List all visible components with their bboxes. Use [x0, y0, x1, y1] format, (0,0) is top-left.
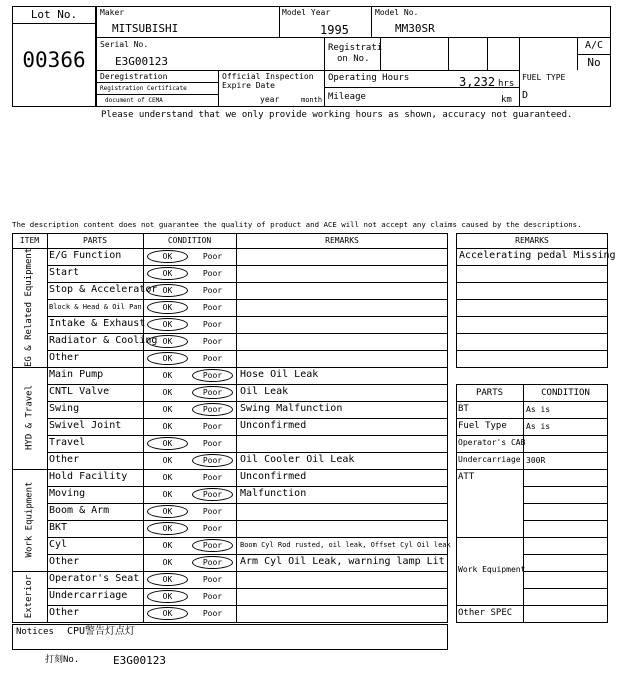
- table-row: [456, 537, 608, 538]
- right-part-label: ATT: [458, 472, 475, 482]
- selected-poor-circle: [192, 386, 233, 399]
- group-label: EG & Related Equipment: [24, 247, 34, 367]
- right-condition-value: As is: [526, 405, 551, 414]
- remark-text: Hose Oil Leak: [240, 369, 319, 380]
- stamp-no-label: 打刻No.: [45, 655, 80, 665]
- part-label: Cyl: [49, 539, 68, 550]
- part-label: Other: [49, 556, 80, 567]
- hours-disclaimer: Please understand that we only provide working hours as shown, accuracy not guaranteed.: [101, 110, 573, 120]
- part-label: Other: [49, 454, 80, 465]
- selected-poor-circle: [192, 403, 233, 416]
- operating-hours-label: Operating Hours: [328, 73, 410, 83]
- poor-option: Poor: [202, 422, 223, 431]
- selected-ok-circle: [147, 301, 188, 314]
- km-unit: km: [501, 95, 512, 105]
- ok-option: OK: [162, 609, 173, 618]
- table-row: [47, 605, 448, 606]
- ok-option: OK: [162, 354, 173, 363]
- ok-option: OK: [162, 405, 173, 414]
- table-row: [456, 282, 608, 283]
- right-part-label: Other SPEC: [458, 608, 513, 618]
- part-label: Boom & Arm: [49, 505, 110, 516]
- group-label: Work Equipment: [24, 481, 34, 558]
- selected-poor-circle: [192, 454, 233, 467]
- table-row: [47, 435, 448, 436]
- poor-option: Poor: [202, 354, 223, 363]
- part-label: E/G Function: [49, 250, 122, 261]
- table-row: [47, 333, 448, 334]
- lot-no-value: 00366: [22, 48, 86, 72]
- maker-label: Maker: [100, 8, 125, 17]
- ok-option: OK: [162, 541, 173, 550]
- part-label: Block & Head & Oil Pan: [49, 303, 142, 311]
- part-label: Other: [49, 352, 80, 363]
- right-part-label: Fuel Type: [458, 421, 507, 431]
- remark-text: Oil Leak: [240, 386, 289, 397]
- header-condition: CONDITION: [167, 236, 212, 245]
- remark-text: Oil Cooler Oil Leak: [240, 454, 355, 465]
- table-row: [47, 265, 448, 266]
- remark-text: Unconfirmed: [240, 420, 307, 431]
- poor-option: Poor: [202, 303, 223, 312]
- poor-option: Poor: [202, 592, 223, 601]
- maker-value: MITSUBISHI: [112, 22, 179, 35]
- poor-option: Poor: [202, 524, 223, 533]
- poor-option: Poor: [202, 388, 223, 397]
- table-row: [47, 367, 448, 368]
- ok-option: OK: [162, 303, 173, 312]
- right-part-label: BT: [458, 404, 469, 414]
- ok-option: OK: [162, 575, 173, 584]
- poor-option: Poor: [202, 609, 223, 618]
- table-row: [456, 248, 608, 249]
- header-remarks: REMARKS: [325, 236, 359, 245]
- ok-option: OK: [162, 388, 173, 397]
- table-row: [456, 452, 608, 453]
- poor-option: Poor: [202, 286, 223, 295]
- ac-label: A/C: [584, 40, 604, 51]
- registration-no-label: Registrati: [328, 43, 383, 53]
- part-label: Swing: [49, 403, 80, 414]
- selected-ok-circle: [147, 335, 188, 348]
- table-row: [47, 452, 448, 453]
- poor-option: Poor: [202, 269, 223, 278]
- right-remark-text: Accelerating pedal Missing: [459, 250, 616, 261]
- header-item: ITEM: [19, 236, 40, 245]
- table-row: [456, 605, 608, 606]
- right-part-label: Undercarriage: [458, 455, 521, 464]
- selected-poor-circle: [192, 539, 233, 552]
- selected-ok-circle: [147, 505, 188, 518]
- model-year-value: 1995: [320, 23, 349, 37]
- registration-certificate-label: Registration Certificate: [100, 85, 187, 92]
- model-year-label: Model Year: [282, 8, 331, 17]
- selected-poor-circle: [192, 488, 233, 501]
- table-row: [47, 520, 448, 521]
- inspection-label: Official Inspection: [222, 72, 314, 81]
- poor-option: Poor: [202, 371, 223, 380]
- table-row: [47, 248, 448, 249]
- table-row: [47, 503, 448, 504]
- ok-option: OK: [162, 337, 173, 346]
- poor-option: Poor: [202, 320, 223, 329]
- poor-option: Poor: [202, 541, 223, 550]
- selected-ok-circle: [147, 250, 188, 263]
- part-label: Other: [49, 607, 80, 618]
- ok-option: OK: [162, 490, 173, 499]
- right-part-label: Operator's CAB: [458, 438, 526, 447]
- month-label: month: [301, 96, 323, 104]
- table-row: [47, 486, 448, 487]
- part-label: Stop & Accelerator: [49, 284, 158, 295]
- ok-option: OK: [162, 456, 173, 465]
- right-remarks-header: REMARKS: [515, 236, 549, 245]
- table-row: [456, 333, 608, 334]
- part-label: Hold Facility: [49, 471, 128, 482]
- ok-option: OK: [162, 473, 173, 482]
- table-row: [47, 401, 448, 402]
- ok-option: OK: [162, 439, 173, 448]
- part-label: Radiator & Cooling: [49, 335, 158, 346]
- poor-option: Poor: [202, 337, 223, 346]
- table-row: [456, 435, 608, 436]
- poor-option: Poor: [202, 490, 223, 499]
- group-label: Exterior: [24, 574, 34, 618]
- table-row: [47, 316, 448, 317]
- selected-ok-circle: [147, 522, 188, 535]
- serial-no-value: E3G00123: [115, 55, 168, 68]
- remark-text: Boom Cyl Rod rusted, oil leak, Offset Cyl Oil leak: [240, 541, 451, 549]
- table-row: [456, 265, 608, 266]
- table-row: [47, 384, 448, 385]
- selected-poor-circle: [192, 556, 233, 569]
- table-row: [456, 401, 608, 402]
- right-condition-value: 300R: [526, 456, 546, 465]
- ok-option: OK: [162, 524, 173, 533]
- selected-ok-circle: [147, 267, 188, 280]
- part-label: Travel: [49, 437, 86, 448]
- remark-text: Unconfirmed: [240, 471, 307, 482]
- serial-no-label: Serial No.: [100, 40, 149, 49]
- fuel-type-label: FUEL TYPE: [522, 73, 566, 82]
- table-row: [47, 350, 448, 351]
- model-no-value: MM30SR: [395, 22, 435, 35]
- remark-text: Arm Cyl Oil Leak, warning lamp Lit: [240, 556, 445, 567]
- poor-option: Poor: [202, 575, 223, 584]
- part-label: CNTL Valve: [49, 386, 110, 397]
- remark-text: Malfunction: [240, 488, 307, 499]
- table-row: [47, 469, 448, 470]
- part-label: Swivel Joint: [49, 420, 122, 431]
- ok-option: OK: [162, 371, 173, 380]
- selected-ok-circle: [147, 318, 188, 331]
- selected-ok-circle: [147, 437, 188, 450]
- poor-option: Poor: [202, 439, 223, 448]
- hrs-unit: hrs: [498, 79, 515, 89]
- poor-option: Poor: [202, 558, 223, 567]
- table-row: [47, 418, 448, 419]
- ok-option: OK: [162, 507, 173, 516]
- table-row: [47, 537, 448, 538]
- selected-ok-circle: [147, 607, 188, 620]
- table-row: [456, 350, 608, 351]
- part-label: Moving: [49, 488, 86, 499]
- ok-option: OK: [162, 269, 173, 278]
- part-label: BKT: [49, 522, 68, 533]
- table-row: [47, 554, 448, 555]
- mileage-label: Mileage: [328, 92, 366, 102]
- part-label: Intake & Exhaust: [49, 318, 146, 329]
- table-row: [456, 469, 608, 470]
- table-row: [47, 571, 448, 572]
- ok-option: OK: [162, 286, 173, 295]
- operating-hours-value: 3,232: [459, 75, 496, 89]
- poor-option: Poor: [202, 507, 223, 516]
- part-label: Operator's Seat: [49, 573, 140, 584]
- poor-option: Poor: [202, 252, 223, 261]
- right-parts-header: PARTS: [475, 388, 504, 398]
- notices-value: CPU警告灯点灯: [67, 626, 136, 637]
- ok-option: OK: [162, 592, 173, 601]
- selected-ok-circle: [147, 352, 188, 365]
- header-parts: PARTS: [82, 236, 108, 245]
- ok-option: OK: [162, 320, 173, 329]
- selected-poor-circle: [192, 369, 233, 382]
- deregistration-label: Deregistration: [100, 72, 168, 81]
- group-label: HYD & Travel: [24, 384, 34, 451]
- ok-option: OK: [162, 558, 173, 567]
- selected-ok-circle: [147, 573, 188, 586]
- notices-label: Notices: [16, 627, 54, 637]
- ok-option: OK: [162, 422, 173, 431]
- part-label: Start: [49, 267, 80, 278]
- remark-text: Swing Malfunction: [240, 403, 343, 414]
- description-note: The description content does not guarantee the quality of product and ACE will not accept any claims caused by the descriptions.: [12, 220, 582, 229]
- table-row: [456, 316, 608, 317]
- table-row: [47, 282, 448, 283]
- part-label: Main Pump: [49, 369, 104, 380]
- poor-option: Poor: [202, 473, 223, 482]
- document-label: document of CEMA: [105, 97, 163, 104]
- right-part-label: Work Equipment: [458, 565, 526, 574]
- ok-option: OK: [162, 252, 173, 261]
- table-row: [47, 588, 448, 589]
- selected-ok-circle: [147, 284, 188, 297]
- table-row: [456, 299, 608, 300]
- right-condition-header: CONDITION: [541, 388, 590, 398]
- lot-no-label: Lot No.: [30, 8, 78, 21]
- year-label: year: [260, 95, 280, 104]
- poor-option: Poor: [202, 405, 223, 414]
- table-row: [456, 418, 608, 419]
- table-row: [47, 299, 448, 300]
- stamp-no-value: E3G00123: [113, 654, 166, 667]
- ac-value: No: [587, 56, 601, 69]
- part-label: Undercarriage: [49, 590, 128, 601]
- poor-option: Poor: [202, 456, 223, 465]
- selected-ok-circle: [147, 590, 188, 603]
- model-no-label: Model No.: [375, 8, 419, 17]
- fuel-type-value: D: [522, 90, 529, 101]
- right-condition-value: As is: [526, 422, 551, 431]
